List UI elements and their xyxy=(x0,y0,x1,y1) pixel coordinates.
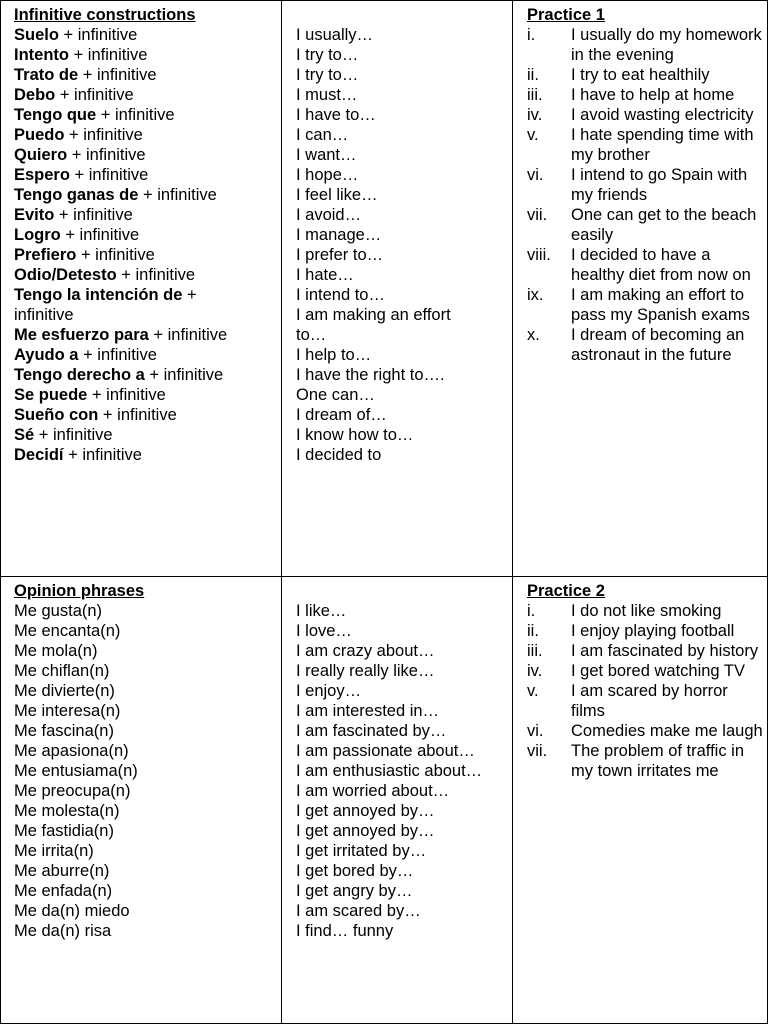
opinion-meaning: I am interested in… xyxy=(296,702,440,720)
infinitive-row xyxy=(14,225,280,245)
infinitive-suffix: + infinitive xyxy=(138,186,217,204)
infinitive-row xyxy=(14,425,280,445)
infinitive-row xyxy=(14,445,280,465)
infinitive-suffix: + infinitive xyxy=(78,66,157,84)
opinion-meaning: I find… funny xyxy=(296,922,394,940)
opinion-phrase: Me chiflan(n) xyxy=(14,662,110,680)
infinitive-verb: Se puede xyxy=(14,386,88,404)
infinitive-row xyxy=(14,245,280,265)
opinion-meaning: I am scared by… xyxy=(296,902,421,920)
opinion-spanish-column xyxy=(14,581,280,941)
opinion-meaning: I get bored by… xyxy=(296,862,414,880)
infinitive-row xyxy=(14,145,280,165)
opinion-phrase: Me encanta(n) xyxy=(14,622,121,640)
item-sentence: I hate spending time with my brother xyxy=(571,126,754,164)
practice2-item xyxy=(527,741,765,781)
practice2-item xyxy=(527,721,765,741)
practice1-item xyxy=(527,85,765,105)
practice1-item xyxy=(527,245,765,285)
item-sentence: Comedies make me laugh xyxy=(571,722,763,740)
opinion-phrase: Me molesta(n) xyxy=(14,802,120,820)
item-number: iv. xyxy=(527,106,543,124)
infinitive-meaning: I intend to… xyxy=(296,286,385,304)
infinitive-verb: Trato de xyxy=(14,66,79,84)
infinitive-suffix: + infinitive xyxy=(87,386,166,404)
infinitive-suffix: + infinitive xyxy=(58,26,138,44)
infinitive-meaning: I must… xyxy=(296,86,358,104)
infinitive-row xyxy=(14,205,280,225)
infinitive-row xyxy=(14,85,280,105)
opinion-spanish-list xyxy=(14,601,280,941)
infinitive-suffix: + infinitive xyxy=(69,46,148,64)
infinitive-suffix: + infinitive xyxy=(78,346,157,364)
infinitive-meaning: I want… xyxy=(296,146,357,164)
item-sentence: I dream of becoming an astronaut in the future xyxy=(571,326,745,364)
infinitive-verb: Logro xyxy=(14,226,61,244)
infinitive-meaning: I avoid… xyxy=(296,206,362,224)
opinion-phrase: Me aburre(n) xyxy=(14,862,110,880)
infinitive-verb: Tengo derecho a xyxy=(14,366,145,384)
opinion-meaning: I am crazy about… xyxy=(296,642,435,660)
item-sentence: I am fascinated by history xyxy=(571,642,759,660)
infinitive-row xyxy=(14,305,280,325)
opinion-meaning: I am enthusiastic about… xyxy=(296,762,483,780)
infinitive-suffix: + infinitive xyxy=(76,246,155,264)
infinitive-row xyxy=(14,345,280,365)
item-number: v. xyxy=(527,126,539,144)
item-number: viii. xyxy=(527,246,551,264)
practice-2-heading: Practice 2 xyxy=(527,582,605,600)
infinitive-meaning: I am making an effort xyxy=(296,306,451,324)
item-number: ii. xyxy=(527,622,539,640)
opinion-meaning: I get irritated by… xyxy=(296,842,427,860)
infinitive-meaning: I feel like… xyxy=(296,186,378,204)
opinion-meaning: I love… xyxy=(296,622,352,640)
infinitive-suffix: + infinitive xyxy=(144,366,224,384)
infinitive-suffix: + infinitive xyxy=(96,106,175,124)
infinitive-row xyxy=(14,105,280,125)
infinitive-suffix: infinitive xyxy=(14,306,74,324)
infinitive-verb: Quiero xyxy=(14,146,68,164)
opinion-phrase: Me apasiona(n) xyxy=(14,742,129,760)
opinion-phrase: Me enfada(n) xyxy=(14,882,113,900)
practice1-item xyxy=(527,285,765,325)
infinitive-verb: Debo xyxy=(14,86,56,104)
infinitive-row xyxy=(14,265,280,285)
infinitive-suffix: + xyxy=(182,286,197,304)
infinitive-heading: Infinitive constructions xyxy=(14,6,196,24)
opinion-phrase: Me fascina(n) xyxy=(14,722,114,740)
column-divider-2 xyxy=(512,1,513,1023)
item-number: iii. xyxy=(527,86,543,104)
item-sentence: I try to eat healthily xyxy=(571,66,710,84)
practice1-item xyxy=(527,65,765,85)
opinion-meaning: I am worried about… xyxy=(296,782,450,800)
opinion-phrase: Me da(n) miedo xyxy=(14,902,130,920)
infinitive-verb: Prefiero xyxy=(14,246,77,264)
item-sentence: The problem of traffic in my town irritates me xyxy=(571,742,745,780)
opinion-meaning: I get angry by… xyxy=(296,882,413,900)
infinitive-row xyxy=(14,25,280,45)
item-number: ix. xyxy=(527,286,544,304)
item-sentence: I intend to go Spain with my friends xyxy=(571,166,748,204)
column-divider-1 xyxy=(281,1,282,1023)
infinitive-verb: Tengo la intención de xyxy=(14,286,183,304)
infinitive-suffix: + infinitive xyxy=(55,86,134,104)
item-number: v. xyxy=(527,682,539,700)
infinitive-suffix: + infinitive xyxy=(69,166,149,184)
opinion-phrase: Me fastidia(n) xyxy=(14,822,114,840)
opinion-meaning: I get annoyed by… xyxy=(296,802,435,820)
infinitive-spanish-list xyxy=(14,25,280,465)
item-sentence: I am making an effort to pass my Spanish exams xyxy=(571,286,750,324)
infinitive-meaning: One can… xyxy=(296,386,375,404)
item-number: i. xyxy=(527,26,536,44)
infinitive-meaning: I dream of… xyxy=(296,406,387,424)
infinitive-meaning: I have to… xyxy=(296,106,376,124)
opinion-meaning: I get annoyed by… xyxy=(296,822,435,840)
practice2-item xyxy=(527,641,765,661)
row-divider xyxy=(1,576,767,577)
infinitive-row xyxy=(14,185,280,205)
practice-2-panel xyxy=(527,581,765,781)
item-sentence: I usually do my homework in the evening xyxy=(571,26,762,64)
infinitive-row xyxy=(14,125,280,145)
infinitive-meaning: I hope… xyxy=(296,166,359,184)
practice1-item xyxy=(527,105,765,125)
infinitive-suffix: + infinitive xyxy=(148,326,228,344)
infinitive-verb: Puedo xyxy=(14,126,65,144)
item-number: x. xyxy=(527,326,540,344)
practice1-item xyxy=(527,165,765,205)
infinitive-suffix: + infinitive xyxy=(34,426,113,444)
infinitive-suffix: + infinitive xyxy=(116,266,196,284)
practice1-item xyxy=(527,325,765,365)
opinion-meaning: I enjoy… xyxy=(296,682,362,700)
item-sentence: I decided to have a healthy diet from now on xyxy=(571,246,751,284)
practice-1-panel xyxy=(527,5,765,365)
infinitive-meaning: to… xyxy=(296,326,327,344)
item-sentence: I avoid wasting electricity xyxy=(571,106,754,124)
infinitive-verb: Espero xyxy=(14,166,70,184)
infinitive-english-list xyxy=(296,25,510,465)
item-number: ii. xyxy=(527,66,539,84)
infinitive-verb: Odio/Detesto xyxy=(14,266,117,284)
infinitive-verb: Intento xyxy=(14,46,69,64)
infinitive-verb: Suelo xyxy=(14,26,59,44)
infinitive-meaning: I have the right to…. xyxy=(296,366,445,384)
infinitive-row xyxy=(14,325,280,345)
practice2-item xyxy=(527,601,765,621)
infinitive-meaning: I usually… xyxy=(296,26,374,44)
infinitive-row xyxy=(14,285,280,305)
opinion-meaning: I like… xyxy=(296,602,347,620)
item-number: vii. xyxy=(527,742,548,760)
infinitive-meaning: I decided to xyxy=(296,446,382,464)
infinitive-meaning: I manage… xyxy=(296,226,382,244)
infinitive-meaning: I know how to… xyxy=(296,426,414,444)
infinitive-english-column xyxy=(296,25,510,465)
opinion-phrase: Me mola(n) xyxy=(14,642,98,660)
infinitive-suffix: + infinitive xyxy=(60,226,140,244)
opinion-english-column xyxy=(296,601,510,941)
infinitive-verb: Evito xyxy=(14,206,55,224)
item-sentence: I do not like smoking xyxy=(571,602,722,620)
practice1-item xyxy=(527,125,765,165)
opinion-phrase: Me interesa(n) xyxy=(14,702,121,720)
infinitive-meaning: I can… xyxy=(296,126,349,144)
practice-1-list xyxy=(527,25,765,365)
item-number: vi. xyxy=(527,722,544,740)
item-sentence: I have to help at home xyxy=(571,86,735,104)
opinion-english-list xyxy=(296,601,510,941)
infinitive-verb: Ayudo a xyxy=(14,346,79,364)
infinitive-spanish-column xyxy=(14,5,280,465)
infinitive-meaning: I try to… xyxy=(296,46,359,64)
practice2-item xyxy=(527,681,765,721)
opinion-phrase: Me entusiama(n) xyxy=(14,762,138,780)
item-number: i. xyxy=(527,602,536,620)
infinitive-meaning: I hate… xyxy=(296,266,354,284)
practice-1-heading: Practice 1 xyxy=(527,6,605,24)
infinitive-verb: Me esfuerzo para xyxy=(14,326,149,344)
item-number: vii. xyxy=(527,206,548,224)
practice2-item xyxy=(527,661,765,681)
infinitive-verb: Tengo ganas de xyxy=(14,186,139,204)
practice2-item xyxy=(527,621,765,641)
opinion-phrase: Me da(n) risa xyxy=(14,922,112,940)
infinitive-suffix: + infinitive xyxy=(54,206,133,224)
practice1-item xyxy=(527,25,765,65)
infinitive-row xyxy=(14,405,280,425)
item-sentence: I am scared by horror films xyxy=(571,682,728,720)
opinion-phrase: Me irrita(n) xyxy=(14,842,94,860)
infinitive-verb: Tengo que xyxy=(14,106,97,124)
infinitive-suffix: + infinitive xyxy=(67,146,146,164)
infinitive-suffix: + infinitive xyxy=(64,126,143,144)
practice-2-list xyxy=(527,601,765,781)
infinitive-row xyxy=(14,45,280,65)
infinitive-verb: Sé xyxy=(14,426,35,444)
item-number: iv. xyxy=(527,662,543,680)
item-sentence: I get bored watching TV xyxy=(571,662,745,680)
item-sentence: I enjoy playing football xyxy=(571,622,735,640)
opinion-phrase: Me divierte(n) xyxy=(14,682,115,700)
opinion-meaning: I am passionate about… xyxy=(296,742,475,760)
practice1-item xyxy=(527,205,765,245)
infinitive-meaning: I prefer to… xyxy=(296,246,384,264)
infinitive-meaning: I try to… xyxy=(296,66,359,84)
infinitive-suffix: + infinitive xyxy=(98,406,177,424)
item-number: iii. xyxy=(527,642,543,660)
item-sentence: One can get to the beach easily xyxy=(571,206,757,244)
infinitive-row xyxy=(14,365,280,385)
infinitive-row xyxy=(14,385,280,405)
opinion-phrase: Me preocupa(n) xyxy=(14,782,131,800)
opinion-phrase: Me gusta(n) xyxy=(14,602,103,620)
infinitive-meaning: I help to… xyxy=(296,346,372,364)
infinitive-verb: Sueño con xyxy=(14,406,99,424)
infinitive-row xyxy=(14,65,280,85)
opinion-meaning: I really really like… xyxy=(296,662,435,680)
infinitive-verb: Decidí xyxy=(14,446,64,464)
opinion-meaning: I am fascinated by… xyxy=(296,722,447,740)
infinitive-suffix: + infinitive xyxy=(63,446,142,464)
item-number: vi. xyxy=(527,166,544,184)
infinitive-row xyxy=(14,165,280,185)
opinion-heading: Opinion phrases xyxy=(14,582,145,600)
